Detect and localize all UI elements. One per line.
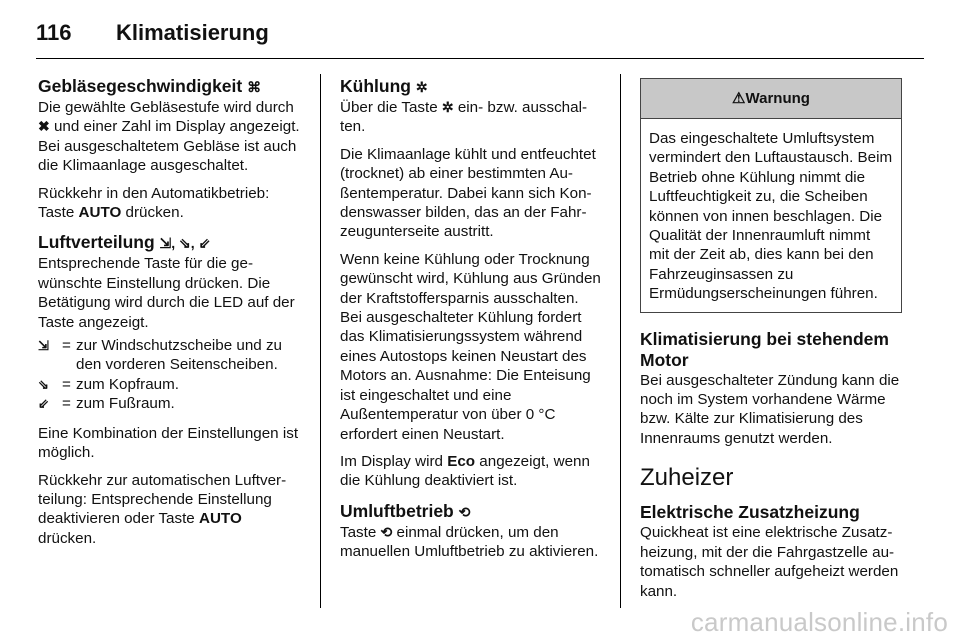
paragraph: Entsprechende Taste für die gewünschte Einstellung drücken. Die Betätigung wird durch die LED auf der Taste angezeigt.	[38, 255, 295, 331]
foot-airflow-icon: ⇙	[38, 396, 49, 412]
recirculation-icon: ⟲	[458, 503, 471, 520]
chapter-title: Klimatisierung	[116, 20, 269, 45]
list-item: ⇲ = zur Windschutzscheibe und zu den vorderen Seitenscheiben.	[38, 337, 282, 374]
chapter-heading-auxiliary-heater: Zuheizer	[640, 464, 734, 492]
list-item: ⇙ = zum Fußraum.	[38, 395, 175, 413]
fan-icon: ⌘	[247, 79, 262, 95]
paragraph: Die Klimaanlage kühlt und entfeuchtet (trocknet) ab einer bestimmten Außentemperatur. Dabei kann sich Kondenswasser bilden, das an der Fahrzeugunterseite austritt.	[340, 145, 596, 241]
column-1	[38, 76, 304, 556]
page-number: 116	[36, 20, 72, 45]
snowflake-icon: ✲	[415, 79, 428, 95]
snowflake-icon: ✲	[441, 99, 454, 115]
paragraph: Im Display wird Eco angezeigt, wenn die Kühlung deaktiviert ist.	[340, 452, 590, 490]
paragraph: Taste ⟲ einmal drücken, um den manuellen Umluftbetrieb zu aktivieren.	[340, 523, 599, 561]
legend-list	[38, 336, 304, 414]
column-3	[640, 76, 902, 609]
section-title-fan-speed: Gebläsegeschwindigkeit ⌘	[38, 76, 262, 96]
paragraph: Rückkehr in den Automatikbetrieb: Taste AUTO drücken.	[38, 184, 270, 222]
column-divider-2	[620, 74, 621, 608]
section-title-cooling: Kühlung ✲	[340, 76, 428, 96]
column-divider-1	[320, 74, 321, 608]
paragraph: Quickheat ist eine elektrische Zusatzheizung, mit der die Fahrgastzelle automatisch schneller aufgeheizt werden kann.	[640, 524, 899, 600]
paragraph: Eine Kombination der Einstellungen ist möglich.	[38, 424, 299, 462]
section-title-electric-heater: Elektrische Zusatzheizung	[640, 502, 860, 523]
paragraph: Wenn keine Kühlung oder Trocknung gewünscht wird, Kühlung aus Gründen der Kraftstoffersparnis ausschalten. Bei ausgeschalteter Kühlung fordert das Klimatisierungssystem während eines Autostops keinen Neustart des Motors an. Ausnahme: Die Enteisung ist eingeschaltet und eine Außentemperatur von über 0 °C erfordert einen Neustart.	[340, 250, 601, 443]
section-title-recirculation: Umluftbetrieb ⟲	[340, 500, 471, 521]
air-distribution-icons: ⇲, ⇘, ⇙	[159, 235, 211, 252]
head-airflow-icon: ⇘	[38, 376, 49, 392]
fan-symbol-icon: ✖	[38, 118, 50, 135]
watermark-text: carmanualsonline.info	[690, 607, 948, 637]
section-title-air-distribution: Luftverteilung ⇲, ⇘, ⇙	[38, 232, 211, 253]
list-item: ⇘ = zum Kopfraum.	[38, 375, 179, 393]
page-header	[36, 14, 924, 54]
warning-text: Das eingeschaltete Umluftsystem vermindert den Luftaustausch. Beim Betrieb ohne Kühlung nimmt die Luftfeuchtigkeit zu, die Scheiben können von innen beschlagen. Die Qualität der Innenraumluft nimmt mit der Zeit ab, dies kann bei den Fahrzeuginsassen zu Ermüdungserscheinungen führen.	[649, 130, 893, 303]
windscreen-airflow-icon: ⇲	[38, 338, 49, 354]
paragraph: Die gewählte Gebläsestufe wird durch ✖ und einer Zahl im Display angezeigt. Bei ausgeschaltetem Gebläse ist auch die Klimaanlage ausgeschaltet.	[38, 99, 300, 175]
column-2	[340, 76, 602, 570]
header-rule	[36, 58, 924, 59]
recirculation-icon: ⟲	[380, 523, 393, 540]
warning-box	[640, 78, 902, 313]
paragraph: Bei ausgeschalteter Zündung kann die noch im System vorhandene Wärme bzw. Kälte zur Klimatisierung des Innenraums genutzt werden.	[640, 371, 900, 447]
warning-triangle-icon: ⚠	[732, 90, 746, 107]
paragraph: Über die Taste ✲ ein- bzw. ausschalten.	[340, 99, 588, 136]
paragraph: Rückkehr zur automatischen Luftverteilung: Entsprechende Einstellung deaktivieren oder Taste AUTO drücken.	[38, 471, 287, 547]
section-title-stationary-climate: Klimatisierung bei stehendem Motor	[640, 328, 889, 370]
warning-header: ⚠Warnung	[641, 79, 901, 119]
